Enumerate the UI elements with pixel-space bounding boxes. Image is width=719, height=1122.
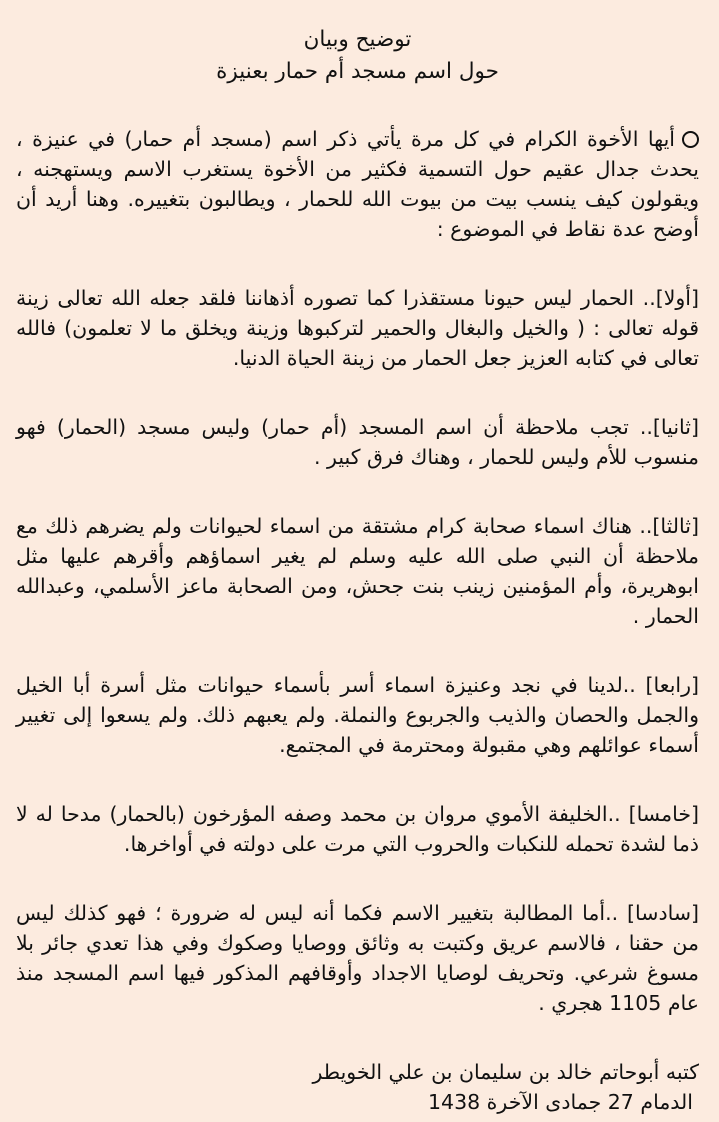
signature-block	[16, 1057, 699, 1117]
title-line-1: توضيح وبيان	[303, 27, 412, 52]
title-line-2: حول اسم مسجد أم حمار بعنيزة	[216, 59, 499, 84]
intro-text: أيها الأخوة الكرام في كل مرة يأتي ذكر اسم (مسجد أم حمار) في عنيزة ، يحدث جدال عقيم حول التسمية فكثير من الأخوة يستغرب الاسم ويستهجنه ، ويقولون كيف ينسب بيت من بيوت الله للحمار ، ويطالبون بتغييره. وهنا أريد أن أوضح عدة نقاط في الموضوع :	[16, 127, 699, 241]
point-third: [ثالثا].. هناك اسماء صحابة كرام مشتقة من اسماء لحيوانات ولم يضرهم ذلك مع ملاحظة أن النبي صلى الله عليه وسلم لم يغير اسماؤهم وأقرهم عليها مثل ابوهريرة، وأم المؤمنين زينب بنت جحش، ومن الصحابة ماعز الأسلمي، وعبدالله الحمار .	[16, 514, 699, 628]
point-first: [أولا].. الحمار ليس حيونا مستقذرا كما تصوره أذهاننا فلقد جعله الله تعالى زينة قوله تعالى : ( والخيل والبغال والحمير لتركبوها وزينة ويخلق ما لا تعلمون) فالله تعالى في كتابه العزيز جعل الحمار من زينة الحياة الدنيا.	[16, 286, 699, 370]
point-sixth: [سادسا] ..أما المطالبة بتغيير الاسم فكما أنه ليس له ضرورة ؛ فهو كذلك ليس من حقنا ، فالاسم عريق وكتبت به وثائق ووصايا وصكوك وفي هذا تعدي جائر بلا مسوغ شرعي. وتحريف لوصايا الاجداد وأوقافهم المذكور فيها اسم المسجد منذ عام 1105 هجري .	[16, 901, 699, 1015]
hollow-circle-bullet-icon	[682, 131, 699, 148]
point-fourth: [رابعا] ..لدينا في نجد وعنيزة اسماء أسر بأسماء حيوانات مثل أسرة أبا الخيل والجمل والحصان والذيب والجربوع والنملة. ولم يعبهم ذلك. ولم يسعوا إلى تغيير أسماء عوائلهم وهي مقبولة ومحترمة في المجتمع.	[16, 673, 699, 757]
signature-date: الدمام 27 جمادى الآخرة 1438	[427, 1090, 693, 1114]
document-title	[16, 24, 699, 88]
intro-paragraph	[16, 124, 699, 244]
point-fifth: [خامسا] ..الخليفة الأموي مروان بن محمد وصفه المؤرخون (بالحمار) مدحا له لا ذما لشدة تحمله للنكبات والحروب التي مرت على دولته في أواخرها.	[16, 802, 699, 856]
point-second: [ثانيا].. تجب ملاحظة أن اسم المسجد (أم حمار) وليس مسجد (الحمار) فهو منسوب للأم وليس للحمار ، وهناك فرق كبير .	[16, 415, 699, 469]
signature-author: كتبه أبوحاتم خالد بن سليمان بن علي الخويطر	[312, 1060, 699, 1084]
